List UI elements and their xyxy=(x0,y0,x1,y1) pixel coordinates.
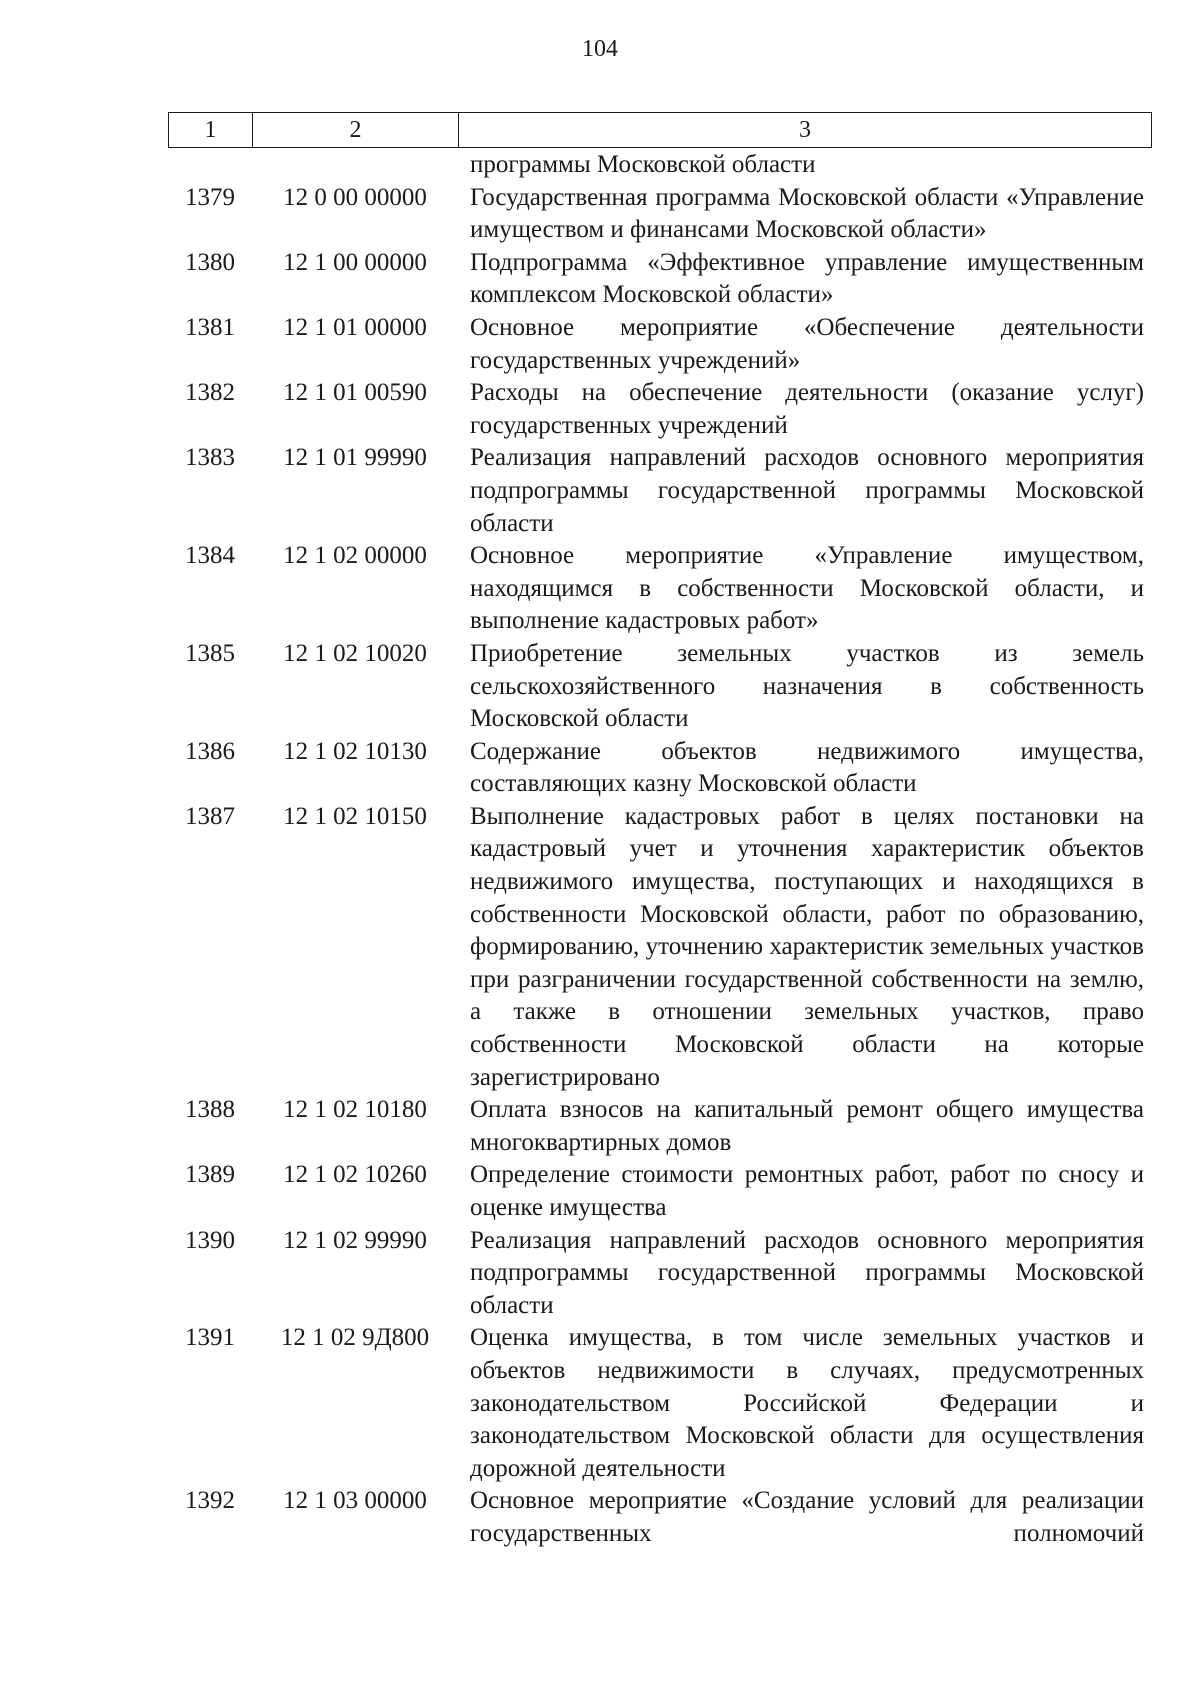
header-col-2: 2 xyxy=(253,113,459,147)
table-row xyxy=(168,1094,1152,1159)
row-number: 1385 xyxy=(185,639,235,667)
row-code: 12 1 02 10020 xyxy=(283,639,427,667)
page-number: 104 xyxy=(582,36,618,62)
row-description: Оценка имущества, в том числе земельных участков и объектов недвижимости в случаях, предусмотренных законодательством Российской Федерации и законодательством Московской области для осуществления дорожной деятельности xyxy=(470,1324,1144,1482)
row-code: 12 1 02 99990 xyxy=(283,1226,427,1254)
table-row xyxy=(168,540,1152,638)
table-row xyxy=(168,1322,1152,1485)
row-code: 12 1 01 00590 xyxy=(283,379,427,407)
table-row xyxy=(168,442,1152,540)
row-description: Реализация направлений расходов основного мероприятия подпрограммы государственной программы Московской области xyxy=(470,1226,1144,1319)
table-header xyxy=(168,112,1152,148)
header-col-1: 1 xyxy=(169,113,253,147)
table-row xyxy=(168,1225,1152,1323)
table-body xyxy=(168,149,1152,1551)
table-row xyxy=(168,736,1152,801)
row-code: 12 1 02 00000 xyxy=(283,542,427,570)
row-number: 1382 xyxy=(185,379,235,407)
row-number: 1379 xyxy=(185,183,235,211)
continuation-text: программы Московской области xyxy=(470,151,816,178)
row-code: 12 1 01 99990 xyxy=(283,444,427,472)
row-description: Реализация направлений расходов основного мероприятия подпрограммы государственной программы Московской области xyxy=(470,444,1144,537)
row-description: Определение стоимости ремонтных работ, работ по сносу и оценке имущества xyxy=(470,1161,1144,1221)
row-number: 1391 xyxy=(185,1324,235,1352)
table-row xyxy=(168,182,1152,247)
row-code: 12 1 01 00000 xyxy=(283,313,427,341)
row-code: 12 1 02 10260 xyxy=(283,1161,427,1189)
row-number: 1390 xyxy=(185,1226,235,1254)
row-number: 1381 xyxy=(185,313,235,341)
table-row xyxy=(168,377,1152,442)
table-row xyxy=(168,312,1152,377)
row-code: 12 0 00 00000 xyxy=(283,183,427,211)
row-description: Приобретение земельных участков из земель сельскохозяйственного назначения в собственность Московской области xyxy=(470,639,1144,733)
table-row xyxy=(168,801,1152,1094)
row-number: 1386 xyxy=(185,737,235,765)
row-description: Основное мероприятие «Создание условий для реализации государственных полномочий xyxy=(470,1487,1144,1547)
row-number: 1383 xyxy=(185,444,235,472)
continuation-row xyxy=(168,149,1152,182)
row-description: Выполнение кадастровых работ в целях постановки на кадастровый учет и уточнения характеристик объектов недвижимого имущества, поступающих и находящихся в собственности Московской области, работ по образованию, формированию, уточнению характеристик земельных участков при разграничении государственной собственности на землю, а также в отношении земельных участков, право собственности Московской области на которые зарегистрировано xyxy=(470,802,1144,1091)
row-description: Содержание объектов недвижимого имущества, составляющих казну Московской области xyxy=(470,737,1144,798)
row-description: Государственная программа Московской области «Управление имуществом и финансами Московской области» xyxy=(470,183,1144,244)
table-row xyxy=(168,1485,1152,1550)
row-description: Расходы на обеспечение деятельности (оказание услуг) государственных учреждений xyxy=(470,379,1144,439)
table-row xyxy=(168,1159,1152,1224)
row-code: 12 1 02 10130 xyxy=(283,737,427,765)
row-code: 12 1 02 10150 xyxy=(283,802,427,830)
row-number: 1388 xyxy=(185,1096,235,1124)
row-number: 1387 xyxy=(185,802,235,830)
table-row xyxy=(168,247,1152,312)
row-description: Оплата взносов на капитальный ремонт общего имущества многоквартирных домов xyxy=(470,1096,1144,1156)
row-code: 12 1 03 00000 xyxy=(283,1487,427,1515)
row-code: 12 1 00 00000 xyxy=(283,248,427,276)
row-description: Основное мероприятие «Управление имуществом, находящимся в собственности Московской области, и выполнение кадастровых работ» xyxy=(470,542,1144,635)
header-col-3: 3 xyxy=(799,117,811,143)
row-code: 12 1 02 9Д800 xyxy=(280,1324,430,1352)
row-number: 1392 xyxy=(185,1487,235,1515)
row-number: 1380 xyxy=(185,248,235,276)
row-number: 1389 xyxy=(185,1161,235,1189)
row-code: 12 1 02 10180 xyxy=(283,1096,427,1124)
table-row xyxy=(168,638,1152,736)
row-description: Подпрограмма «Эффективное управление имущественным комплексом Московской области» xyxy=(470,248,1144,309)
row-number: 1384 xyxy=(185,542,235,570)
row-description: Основное мероприятие «Обеспечение деятельности государственных учреждений» xyxy=(470,313,1144,374)
